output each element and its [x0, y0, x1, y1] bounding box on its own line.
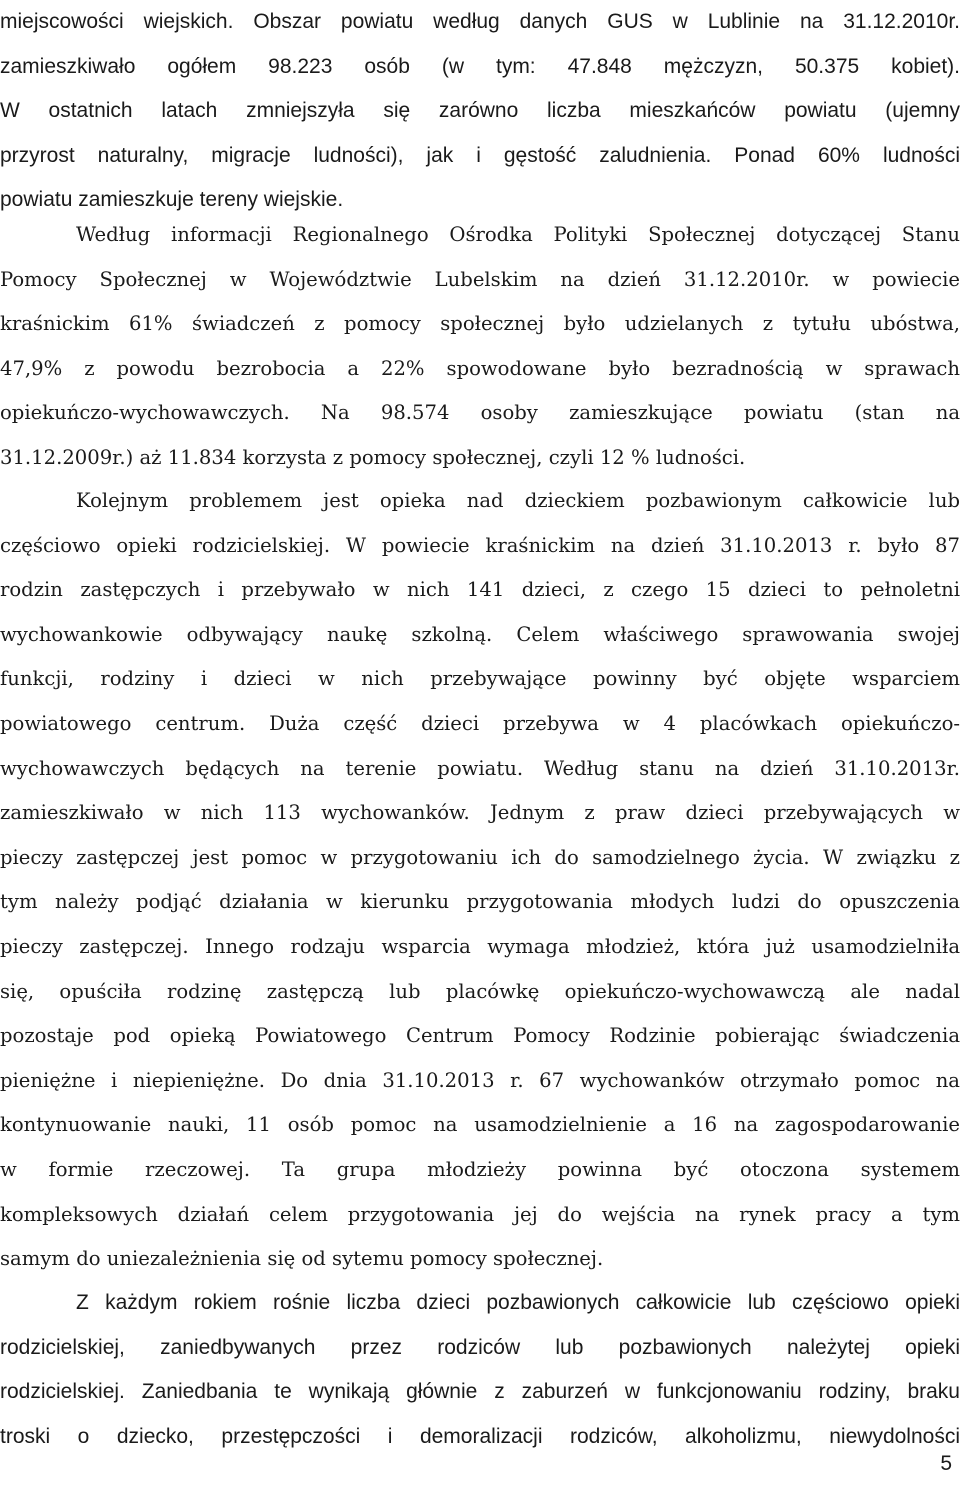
text-line: się, opuściła rodzinę zastępczą lub placówkę opiekuńczo-wychowawczą ale nadal [0, 979, 960, 1003]
page-number: 5 [940, 1452, 952, 1475]
text-line: zamieszkiwało ogółem 98.223 osób (w tym: 47.848 mężczyzn, 50.375 kobiet). [0, 54, 960, 78]
text-line: wychowankowie odbywający naukę szkolną. Celem właściwego sprawowania swojej [0, 622, 960, 646]
text-line: rodzicielskiej, zaniedbywanych przez rodziców lub pozbawionych należytej opieki [0, 1335, 960, 1359]
text-line: opiekuńczo-wychowawczych. Na 98.574 osoby zamieszkujące powiatu (stan na [0, 401, 960, 425]
text-line: pieniężne i niepieniężne. Do dnia 31.10.2013 r. 67 wychowanków otrzymało pomoc na [0, 1068, 960, 1092]
text-line: częściowo opieki rodzicielskiej. W powiecie kraśnickim na dzień 31.10.2013 r. było 87 [0, 533, 960, 557]
text-line: w formie rzeczowej. Ta grupa młodzieży powinna być otoczona systemem [0, 1157, 960, 1181]
text-line: funkcji, rodziny i dzieci w nich przebywające powinny być objęte wsparciem [0, 667, 960, 691]
text-line: powiatu zamieszkuje tereny wiejskie. [0, 188, 344, 212]
text-line: 47,9% z powodu bezrobocia a 22% spowodowane było bezradnością w sprawach [0, 356, 960, 380]
text-line: tym należy podjąć działania w kierunku przygotowania młodych ludzi do opuszczenia [0, 890, 960, 914]
text-line: rodzin zastępczych i przebywało w nich 141 dzieci, z czego 15 dzieci to pełnoletni [0, 578, 960, 602]
text-line: Z każdym rokiem rośnie liczba dzieci pozbawionych całkowicie lub częściowo opieki [76, 1291, 960, 1314]
text-line: samym do uniezależnienia się od sytemu pomocy społecznej. [0, 1247, 604, 1271]
text-line: wychowawczych będących na terenie powiatu. Według stanu na dzień 31.10.2013r. [0, 756, 960, 780]
text-line: 31.12.2009r.) aż 11.834 korzysta z pomocy społecznej, czyli 12 % ludności. [0, 445, 746, 469]
text-line: rodzicielskiej. Zaniedbania te wynikają głównie z zaburzeń w funkcjonowaniu rodziny, braku [0, 1380, 960, 1404]
text-line: kompleksowych działań celem przygotowania jej do wejścia na rynek pracy a tym [0, 1202, 960, 1226]
text-line: pieczy zastępczej jest pomoc w przygotowaniu ich do samodzielnego życia. W związku z [0, 845, 960, 869]
text-line: Według informacji Regionalnego Ośrodka Polityki Społecznej dotyczącej Stanu [76, 223, 960, 246]
paragraph-parental-care [0, 1281, 960, 1459]
text-line: pieczy zastępczej. Innego rodzaju wsparcia wymaga młodzież, która już usamodzielniła [0, 934, 960, 958]
text-line: Pomocy Społecznej w Województwie Lubelskim na dzień 31.12.2010r. w powiecie [0, 267, 960, 291]
text-line: Kolejnym problemem jest opieka nad dzieckiem pozbawionym całkowicie lub [76, 489, 960, 512]
text-line: miejscowości wiejskich. Obszar powiatu według danych GUS w Lublinie na 31.12.2010r. [0, 10, 960, 33]
text-line: kontynuowanie nauki, 11 osób pomoc na usamodzielnienie a 16 na zagospodarowanie [0, 1113, 960, 1137]
text-line: W ostatnich latach zmniejszyła się zarówno liczba mieszkańców powiatu (ujemny [0, 99, 960, 123]
text-line: kraśnickim 61% świadczeń z pomocy społecznej było udzielanych z tytułu ubóstwa, [0, 312, 960, 336]
text-line: troski o dziecko, przestępczości i demoralizacji rodziców, alkoholizmu, niewydolności [0, 1424, 960, 1448]
text-line: zamieszkiwało w nich 113 wychowanków. Jednym z praw dzieci przebywających w [0, 801, 960, 825]
text-line: przyrost naturalny, migracje ludności), jak i gęstość zaludnienia. Ponad 60% ludności [0, 143, 960, 167]
paragraph-social-assistance [0, 213, 960, 481]
paragraph-foster-care [0, 479, 960, 1282]
paragraph-population [0, 0, 960, 223]
text-line: powiatowego centrum. Duża część dzieci przebywa w 4 placówkach opiekuńczo- [0, 711, 960, 735]
text-line: pozostaje pod opieką Powiatowego Centrum Pomocy Rodzinie pobierając świadczenia [0, 1024, 960, 1048]
